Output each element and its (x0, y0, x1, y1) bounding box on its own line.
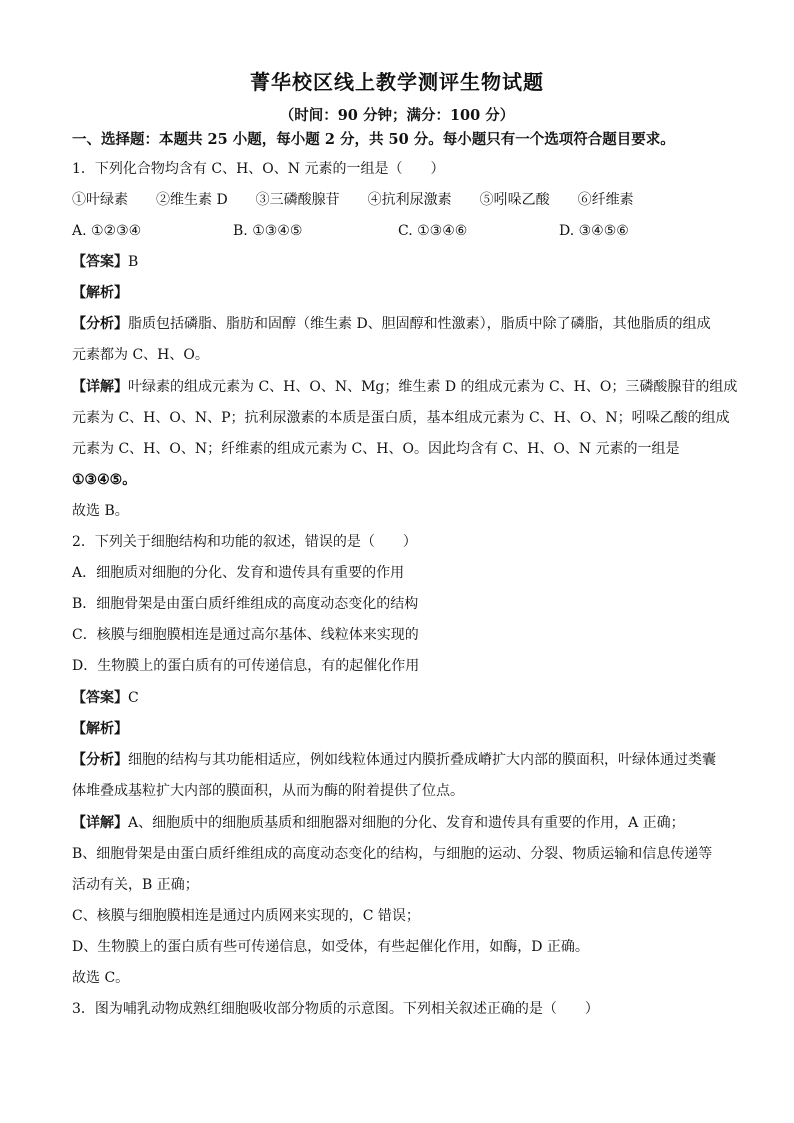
answer-value: B (128, 254, 139, 270)
q1-option-d: D. ③④⑤⑥ (559, 223, 629, 239)
q2-stem: 2．下列关于细胞结构和功能的叙述，错误的是（ ） (72, 534, 417, 550)
q1-items: ①叶绿素 ②维生素 D ③三磷酸腺苷 ④抗利尿激素 ⑤吲哚乙酸 ⑥纤维素 (72, 192, 634, 208)
q2-option-a: A．细胞质对细胞的分化、发育和遗传具有重要的作用 (72, 565, 405, 581)
fenxi-text: 脂质包括磷脂、脂肪和固醇（维生素 D、胆固醇和性激素），脂质中除了磷脂，其他脂质的组成 (128, 316, 711, 332)
q2-xiangjie-line1 (72, 813, 685, 833)
answer-tag: 【答案】 (72, 690, 128, 706)
q1-answer (72, 252, 138, 272)
q2-option-d: D．生物膜上的蛋白质有的可传递信息，有的起催化作用 (72, 658, 420, 674)
q1-xiangjie-line2: 元素为 C、H、O、N、P；抗利尿激素的本质是蛋白质，基本组成元素为 C、H、O、N；吲哚乙酸的组成 (72, 410, 730, 426)
q1-xiangjie-line3: 元素为 C、H、O、N；纤维素的组成元素为 C、H、O。因此均含有 C、H、O、N 元素的一组是 (72, 441, 680, 457)
q1-fenxi-line1 (72, 314, 711, 334)
fenxi-tag: 【分析】 (72, 752, 128, 768)
xiangjie-tag: 【详解】 (72, 815, 128, 831)
q1-option-c: C. ①③④⑥ (398, 223, 468, 239)
q1-xiangjie-line1 (72, 377, 737, 397)
q2-analysis-label: 【解析】 (72, 721, 128, 737)
q3-stem: 3．图为哺乳动物成熟红细胞吸收部分物质的示意图。下列相关叙述正确的是（ ） (72, 1001, 599, 1017)
q2-xiangjie-line4: C、核膜与细胞膜相连是通过内质网来实现的，C 错误； (72, 908, 420, 924)
section-heading: 一、选择题：本题共 25 小题，每小题 2 分，共 50 分。每小题只有一个选项符合题目要求。 (72, 131, 675, 148)
q1-option-b: B. ①③④⑤ (233, 223, 303, 239)
page-subtitle: （时间：90 分钟；满分：100 分） (279, 107, 515, 124)
page-title: 菁华校区线上教学测评生物试题 (250, 70, 544, 94)
q1-conclusion: 故选 B。 (72, 503, 129, 519)
q1-xiangjie-line4: ①③④⑤。 (72, 472, 137, 488)
xiangjie-text: A、细胞质中的细胞质基质和细胞器对细胞的分化、发育和遗传具有重要的作用，A 正确； (128, 815, 685, 831)
xiangjie-tag: 【详解】 (72, 379, 128, 395)
q2-xiangjie-line5: D、生物膜上的蛋白质有些可传递信息，如受体，有些起催化作用，如酶，D 正确。 (72, 939, 589, 955)
xiangjie-text: 叶绿素的组成元素为 C、H、O、N、Mg；维生素 D 的组成元素为 C、H、O；三磷酸腺苷的组成 (128, 379, 738, 395)
q2-xiangjie-line2: B、细胞骨架是由蛋白质纤维组成的高度动态变化的结构，与细胞的运动、分裂、物质运输和信息传递等 (72, 846, 713, 862)
answer-value: C (128, 690, 139, 706)
q2-fenxi-line2: 体堆叠成基粒扩大内部的膜面积，从而为酶的附着提供了位点。 (72, 783, 464, 799)
answer-tag: 【答案】 (72, 254, 128, 270)
q1-analysis-label: 【解析】 (72, 285, 128, 301)
q1-stem: 1．下列化合物均含有 C、H、O、N 元素的一组是（ ） (72, 161, 445, 177)
q2-answer (72, 688, 139, 708)
q1-fenxi-line2: 元素都为 C、H、O。 (72, 347, 209, 363)
q2-option-b: B．细胞骨架是由蛋白质纤维组成的高度动态变化的结构 (72, 596, 419, 612)
fenxi-tag: 【分析】 (72, 316, 128, 332)
q2-fenxi-line1 (72, 750, 716, 770)
q2-option-c: C．核膜与细胞膜相连是通过高尔基体、线粒体来实现的 (72, 627, 419, 643)
q2-conclusion: 故选 C。 (72, 970, 130, 986)
q1-option-a: A. ①②③④ (72, 223, 142, 239)
fenxi-text: 细胞的结构与其功能相适应，例如线粒体通过内膜折叠成嵴扩大内部的膜面积，叶绿体通过类囊 (128, 752, 716, 768)
q2-xiangjie-line3: 活动有关，B 正确； (72, 877, 199, 893)
